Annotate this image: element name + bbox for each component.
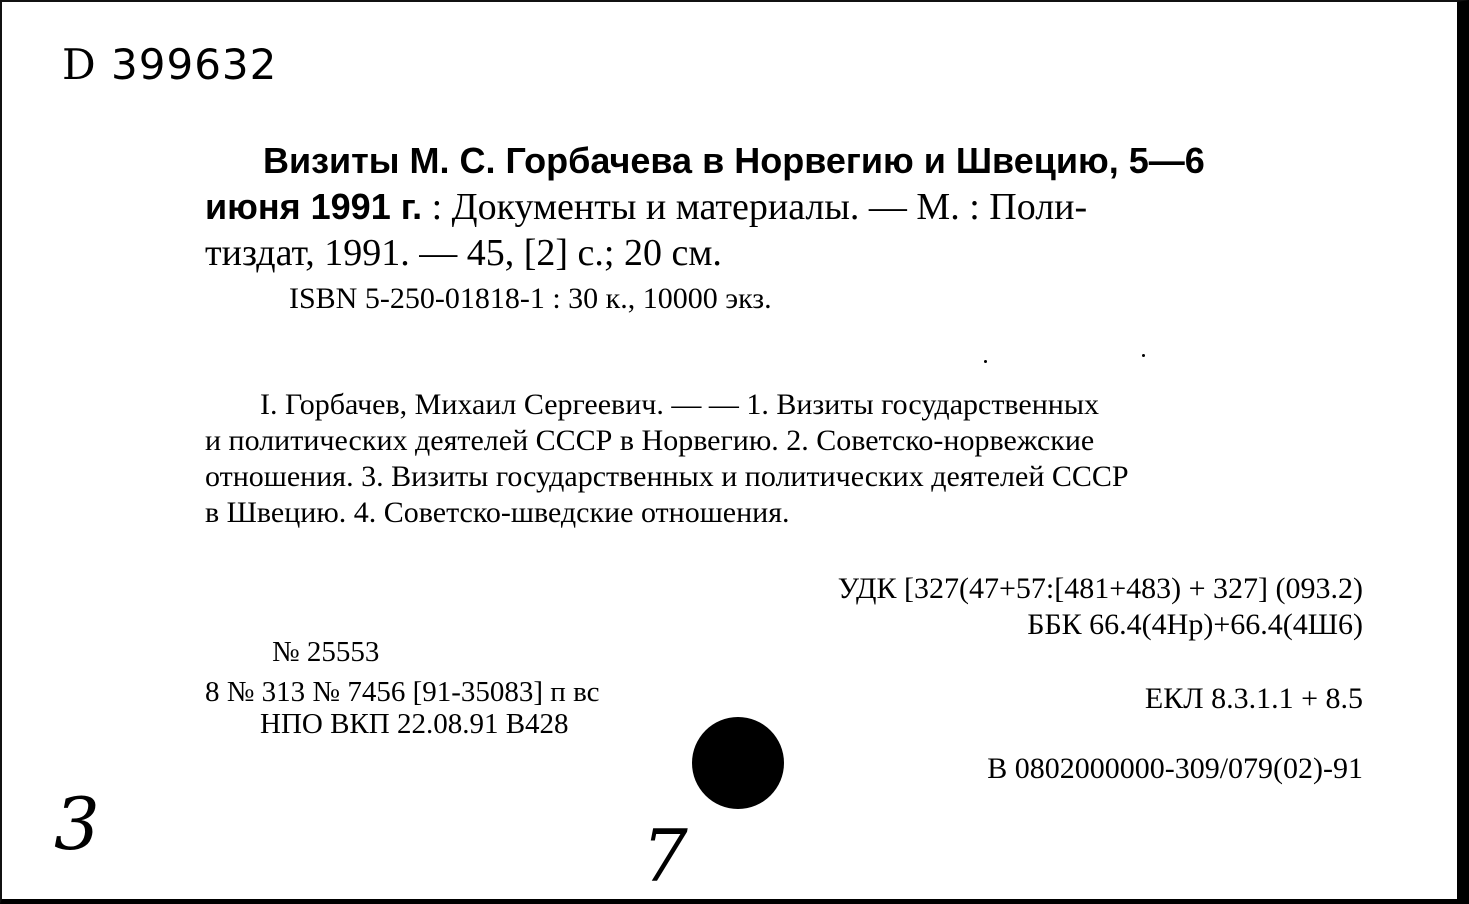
card-number <box>62 40 277 89</box>
title-bold-2: июня 1991 г. <box>205 186 423 227</box>
print-line-1: 8 № 313 № 7456 [91-35083] п вс <box>205 676 600 708</box>
card-mark: D <box>62 40 97 89</box>
handwritten-bottom-mark: 7 <box>642 814 688 898</box>
print-line-2: НПО ВКП 22.08.91 В428 <box>260 708 569 740</box>
title-line-3: тиздат, 1991. — 45, [2] с.; 20 см. <box>205 232 722 274</box>
title-line-1 <box>205 138 1377 184</box>
title-rest-2: : Документы и материалы. — М. : Поли- <box>422 186 1088 228</box>
card-number-value: 399632 <box>111 40 278 89</box>
speck <box>984 360 987 363</box>
speck <box>1142 354 1145 357</box>
handwritten-left-mark: 3 <box>54 782 100 866</box>
udk-line: УДК [327(47+57:[481+483) + 327] (093.2) <box>837 572 1363 605</box>
punch-hole <box>692 717 784 809</box>
tracing-line-3: отношения. 3. Визиты государственных и политических деятелей СССР <box>205 460 1129 493</box>
ekl-line: ЕКЛ 8.3.1.1 + 8.5 <box>1144 682 1363 715</box>
bibliographic-description <box>205 138 1377 276</box>
tracing-line-4: в Швецию. 4. Советско-шведские отношения. <box>205 496 790 529</box>
tracing-line-1: I. Горбачев, Михаил Сергеевич. — — 1. Визиты государственных <box>260 388 1100 421</box>
title-bold-1: Визиты М. С. Горбачева в Норвегию и Швецию, 5—6 <box>263 140 1205 181</box>
price-code-line: В 0802000000-309/079(02)-91 <box>987 752 1363 785</box>
bbk-line: ББК 66.4(4Нр)+66.4(4Ш6) <box>1027 608 1363 641</box>
order-number: № 25553 <box>272 636 380 668</box>
isbn-line: ISBN 5-250-01818-1 : 30 к., 10000 экз. <box>289 282 772 315</box>
title-line-2 <box>205 184 1377 230</box>
tracing-line-2: и политических деятелей СССР в Норвегию. 2. Советско-норвежские <box>205 424 1095 457</box>
tracings <box>205 387 1129 531</box>
